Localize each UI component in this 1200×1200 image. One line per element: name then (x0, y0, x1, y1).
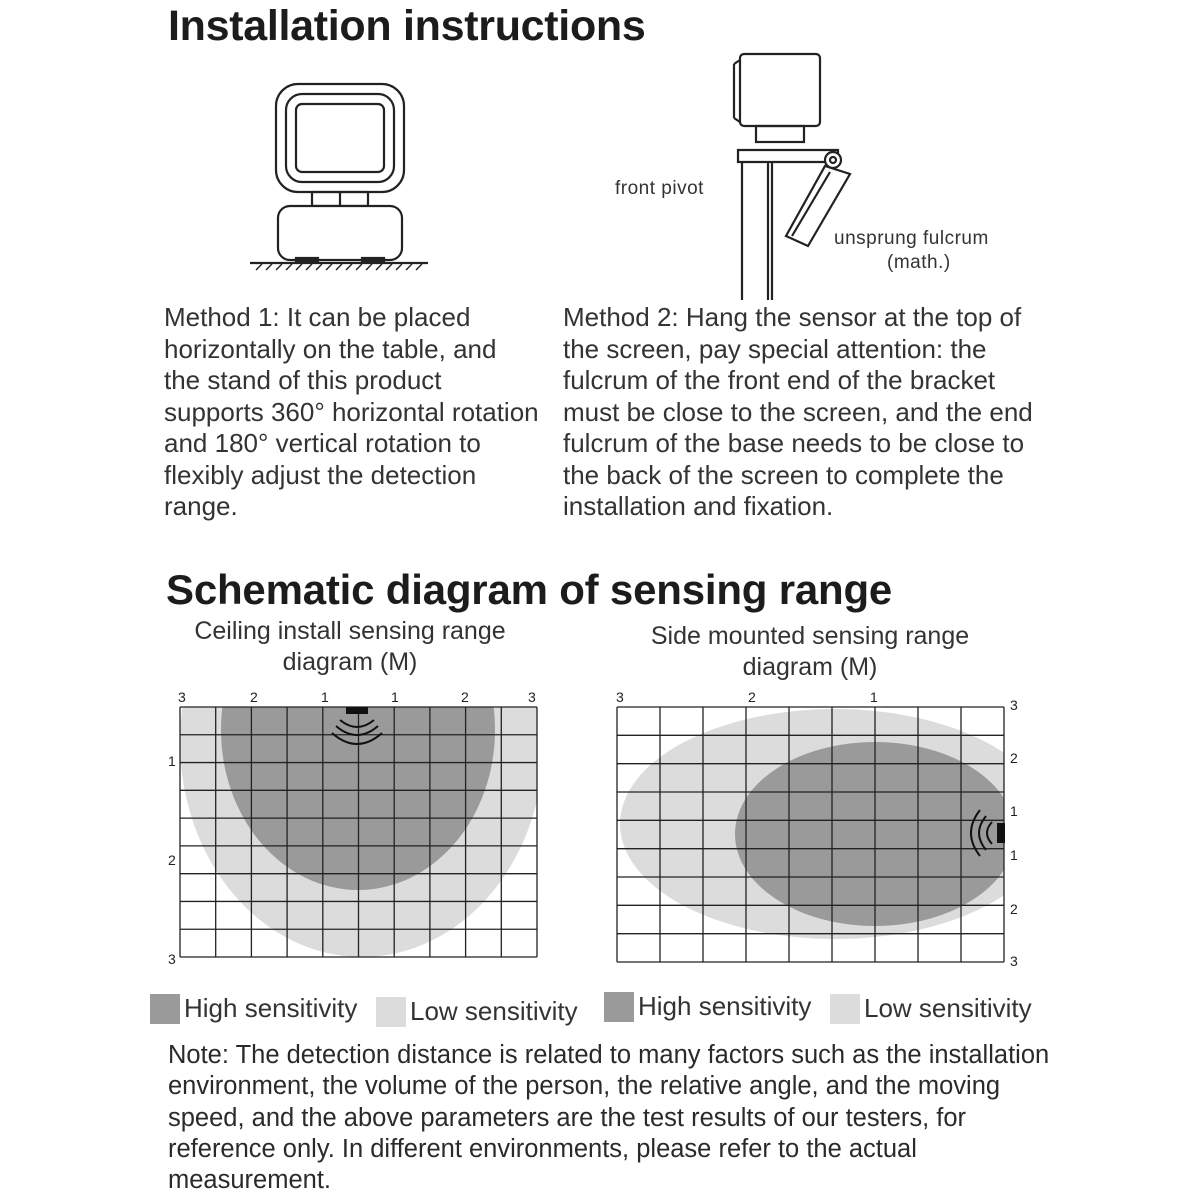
ceiling-left-tick: 3 (168, 951, 176, 967)
side-sensing-diagram (610, 682, 1030, 972)
legend-high-label: High sensitivity (638, 991, 812, 1021)
ceiling-title-line1: Ceiling install sensing range (194, 617, 506, 645)
front-pivot-label: front pivot (615, 178, 704, 199)
side-top-tick: 1 (870, 689, 878, 705)
ceiling-left-tick: 2 (168, 852, 176, 868)
side-diagram-title (620, 621, 1000, 683)
side-title-line1: Side mounted sensing range (650, 622, 970, 650)
ceiling-top-tick: 2 (250, 689, 258, 705)
legend-high-label: High sensitivity (184, 993, 358, 1023)
side-right-tick: 2 (1010, 901, 1018, 917)
side-right-tick: 3 (1010, 697, 1018, 713)
installation-title: Installation instructions (168, 2, 646, 50)
side-right-tick: 1 (1010, 803, 1018, 819)
high-swatch (604, 992, 634, 1022)
legend-low-left (376, 996, 578, 1027)
legend-high-right (604, 991, 811, 1022)
screen-mount-illustration (720, 50, 870, 305)
table-mount-illustration (240, 80, 440, 275)
high-swatch (150, 994, 180, 1024)
side-top-tick: 3 (616, 689, 624, 705)
ceiling-diagram-title (160, 616, 540, 678)
unsprung-fulcrum-label: unsprung fulcrum (834, 228, 989, 249)
legend-low-right (830, 993, 1032, 1024)
side-right-tick: 1 (1010, 847, 1018, 863)
method-2-text: Method 2: Hang the sensor at the top of the screen, pay special attention: the fulcrum of the front end of the bracket must be close to the screen, and the end fulcrum of the base needs to be close to the back of the screen to complete the installation and fixation. (563, 302, 1033, 521)
ceiling-top-tick: 3 (528, 689, 536, 705)
legend-low-label: Low sensitivity (410, 996, 578, 1026)
side-top-tick: 2 (748, 689, 756, 705)
low-swatch (376, 997, 406, 1027)
ceiling-top-tick: 3 (178, 689, 186, 705)
ceiling-sensing-diagram (160, 682, 550, 972)
ceiling-left-tick: 1 (168, 753, 176, 769)
side-right-tick: 3 (1010, 953, 1018, 969)
sensing-title: Schematic diagram of sensing range (166, 566, 893, 613)
ceiling-title-line2: diagram (M) (282, 648, 418, 676)
math-label: (math.) (887, 252, 951, 273)
low-swatch (830, 994, 860, 1024)
side-title-line2: diagram (M) (742, 653, 878, 681)
ceiling-top-tick: 1 (391, 689, 399, 705)
note-text: Note: The detection distance is related to many factors such as the installation environment, the volume of the person, the relative angle, and the moving speed, and the above parameters are the test results of our testers, for reference only. In different environments, please refer to the actual measurement. (168, 1041, 1050, 1195)
ceiling-top-tick: 2 (461, 689, 469, 705)
ceiling-top-tick: 1 (321, 689, 329, 705)
method-1-text: Method 1: It can be placed horizontally on the table, and the stand of this product supports 360° horizontal rotation and 180° vertical rotation to flexibly adjust the detection range. (164, 302, 539, 521)
legend-high-left (150, 993, 357, 1024)
side-right-tick: 2 (1010, 750, 1018, 766)
legend-low-label: Low sensitivity (864, 993, 1032, 1023)
